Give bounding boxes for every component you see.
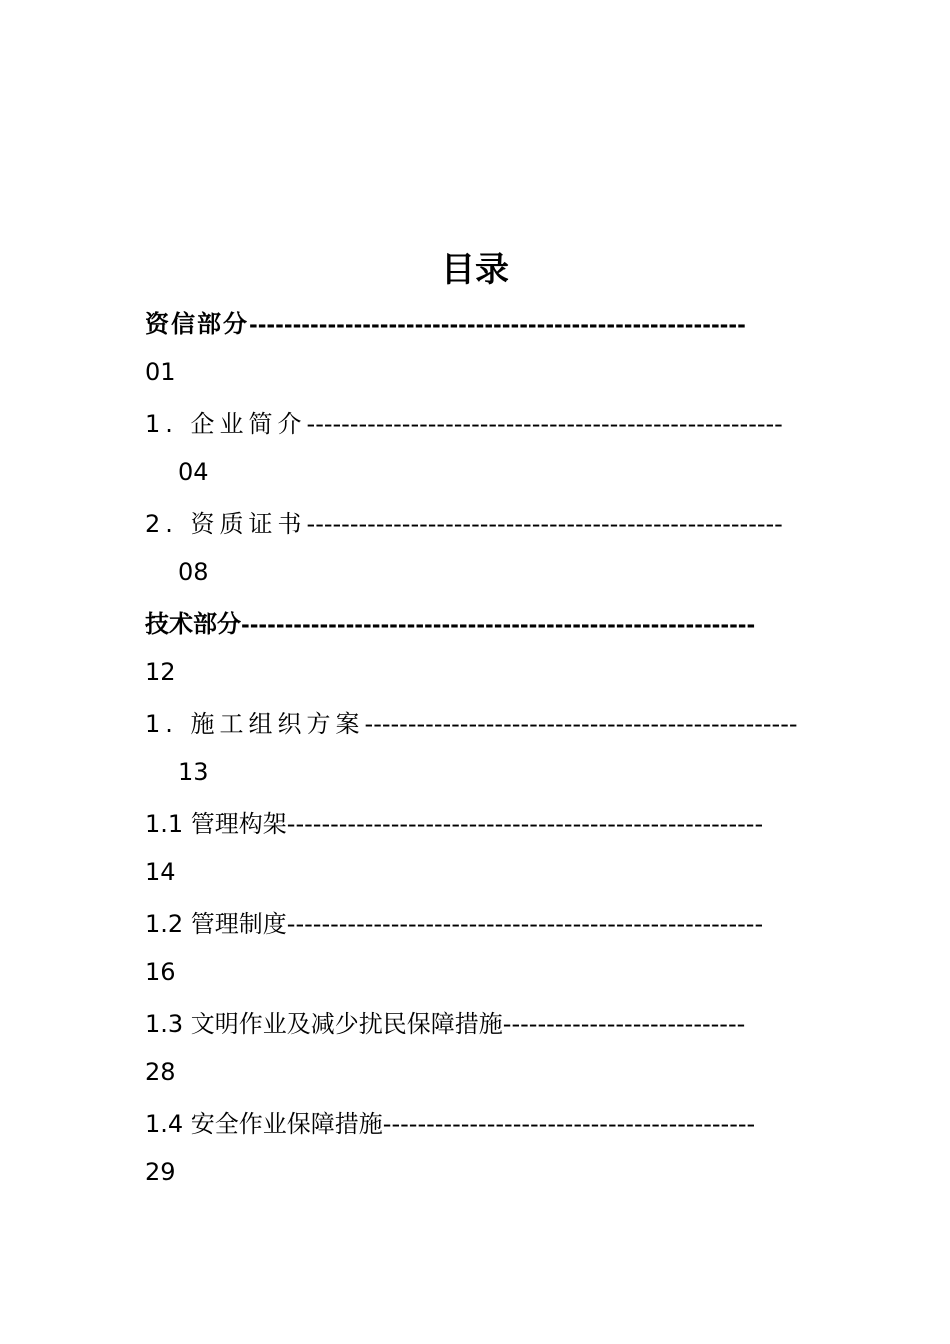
- toc-entry-label: 1. 施工组织方案: [145, 710, 365, 738]
- toc-entry-label: 资信部分: [145, 310, 249, 338]
- toc-entry-line: [145, 1104, 805, 1144]
- toc-entry-line: [145, 904, 805, 944]
- toc-entry-technical[interactable]: [145, 604, 805, 704]
- toc-entry-line: [145, 704, 805, 744]
- toc-title: 目录: [441, 250, 509, 290]
- toc-entry-line: [145, 504, 805, 544]
- toc-dot-leader: -------------------------------------------------------: [286, 810, 764, 838]
- toc-entry-civilized-work[interactable]: [145, 1004, 805, 1104]
- toc-entry-page: 04: [178, 458, 209, 486]
- toc-entry-line: [145, 1004, 805, 1044]
- toc-dot-leader: ----------------------------: [502, 1010, 746, 1038]
- toc-dot-leader: -------------------------------------------: [382, 1110, 756, 1138]
- toc-entry-label: 技术部分: [145, 610, 241, 638]
- toc-entry-safety-measures[interactable]: [145, 1104, 805, 1204]
- toc-entry-page: 12: [145, 658, 176, 686]
- toc-entry-construction-plan[interactable]: [145, 704, 805, 804]
- toc-entry-label: 1.3 文明作业及减少扰民保障措施: [145, 1010, 503, 1038]
- toc-dot-leader: -------------------------------------------------------: [306, 410, 783, 438]
- toc-entry-label: 2. 资质证书: [145, 510, 307, 538]
- toc-list: [145, 304, 805, 1204]
- toc-entry-page: 28: [145, 1058, 176, 1086]
- toc-entry-page: 01: [145, 358, 176, 386]
- toc-entry-management-system[interactable]: [145, 904, 805, 1004]
- toc-entry-certificates[interactable]: [145, 504, 805, 604]
- toc-entry-label: 1.2 管理制度: [145, 910, 287, 938]
- toc-entry-management-structure[interactable]: [145, 804, 805, 904]
- toc-entry-page: 29: [145, 1158, 176, 1186]
- toc-entry-line: [145, 604, 805, 644]
- toc-entry-company-profile[interactable]: [145, 404, 805, 504]
- toc-dot-leader: ---------------------------------------------------------: [249, 313, 746, 337]
- toc-dot-leader: -----------------------------------------------------------: [241, 613, 756, 637]
- toc-entry-credentials[interactable]: [145, 304, 805, 404]
- toc-entry-label: 1. 企业简介: [145, 410, 307, 438]
- toc-entry-label: 1.1 管理构架: [145, 810, 287, 838]
- toc-entry-page: 16: [145, 958, 176, 986]
- toc-entry-line: [145, 804, 805, 844]
- toc-dot-leader: --------------------------------------------------: [364, 710, 798, 738]
- toc-entry-line: [145, 304, 805, 344]
- toc-entry-line: [145, 404, 805, 444]
- toc-entry-label: 1.4 安全作业保障措施: [145, 1110, 383, 1138]
- toc-entry-page: 08: [178, 558, 209, 586]
- toc-dot-leader: -------------------------------------------------------: [306, 510, 783, 538]
- toc-entry-page: 14: [145, 858, 176, 886]
- toc-entry-page: 13: [178, 758, 209, 786]
- toc-dot-leader: -------------------------------------------------------: [286, 910, 764, 938]
